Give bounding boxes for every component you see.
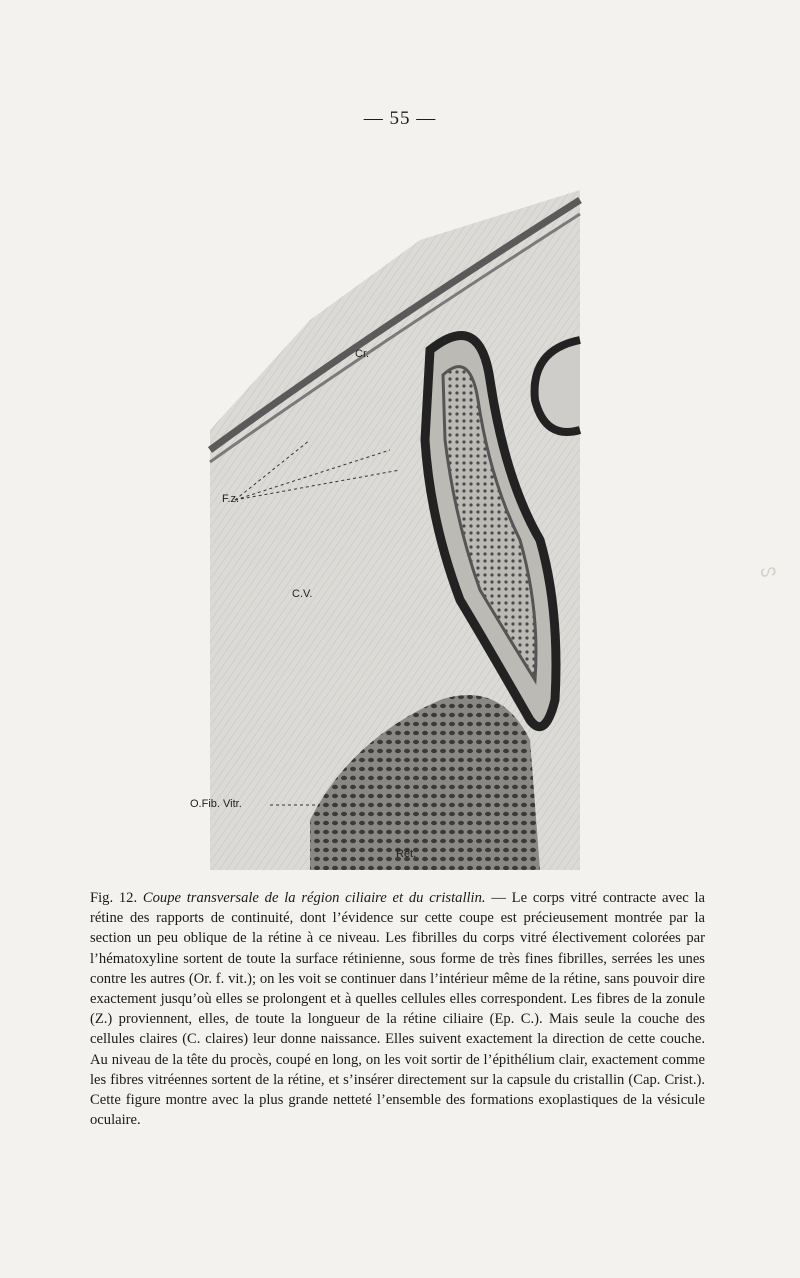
caption-title: Coupe transversale de la région ciliaire et du cristallin.	[142, 890, 486, 906]
page-number: — 55 —	[363, 108, 437, 129]
label-fz: F.z.	[222, 493, 240, 505]
label-cv: C.V.	[292, 588, 313, 600]
caption-fig-number: Fig. 12.	[90, 890, 138, 906]
figure-illustration	[160, 180, 600, 870]
caption-body: — Le corps vitré contracte avec la rétine des rapports de continuité, dont l’évidence sur cette coupe est précieusement montrée par la section un peu oblique de la rétine à ce niveau. Les fibrilles du corps vitré électivement colorées par l’hématoxyline sortent de toute la surface rétinienne, sous forme de très fines fibrilles, serrées les unes contre les autres (Or. f. vit.); on les voit se continuer dans l’intérieur même de la rétine, sans pouvoir dire exactement jusqu’où elles se prolongent et à quelles cellules elles correspondent. Les fibres de la zonule (Z.) proviennent, elles, de toute la longueur de la rétine ciliaire (Ep. C.). Mais seule la couche des cellules claires (C. claires) leur donne naissance. Elles suivent exactement la direction de cette couche. Au niveau de la tête du procès, coupé en long, on les voit sortir de l’épithélium clair, exactement comme les fibres vitréennes sortent de la rétine, et s’insérer directement sur la capsule du cristallin (Cap. Crist.). Cette figure montre avec la plus grande netteté l’ensemble des formations exoplastiques de la vésicule oculaire.	[90, 890, 705, 1129]
histology-figure	[160, 180, 600, 870]
figure-caption	[90, 888, 705, 1130]
margin-mark: ᔕ	[758, 558, 778, 582]
label-ofib: O.Fib. Vitr.	[190, 798, 242, 810]
label-ret: Rét.	[396, 848, 417, 860]
label-cr: Cr.	[355, 348, 370, 360]
